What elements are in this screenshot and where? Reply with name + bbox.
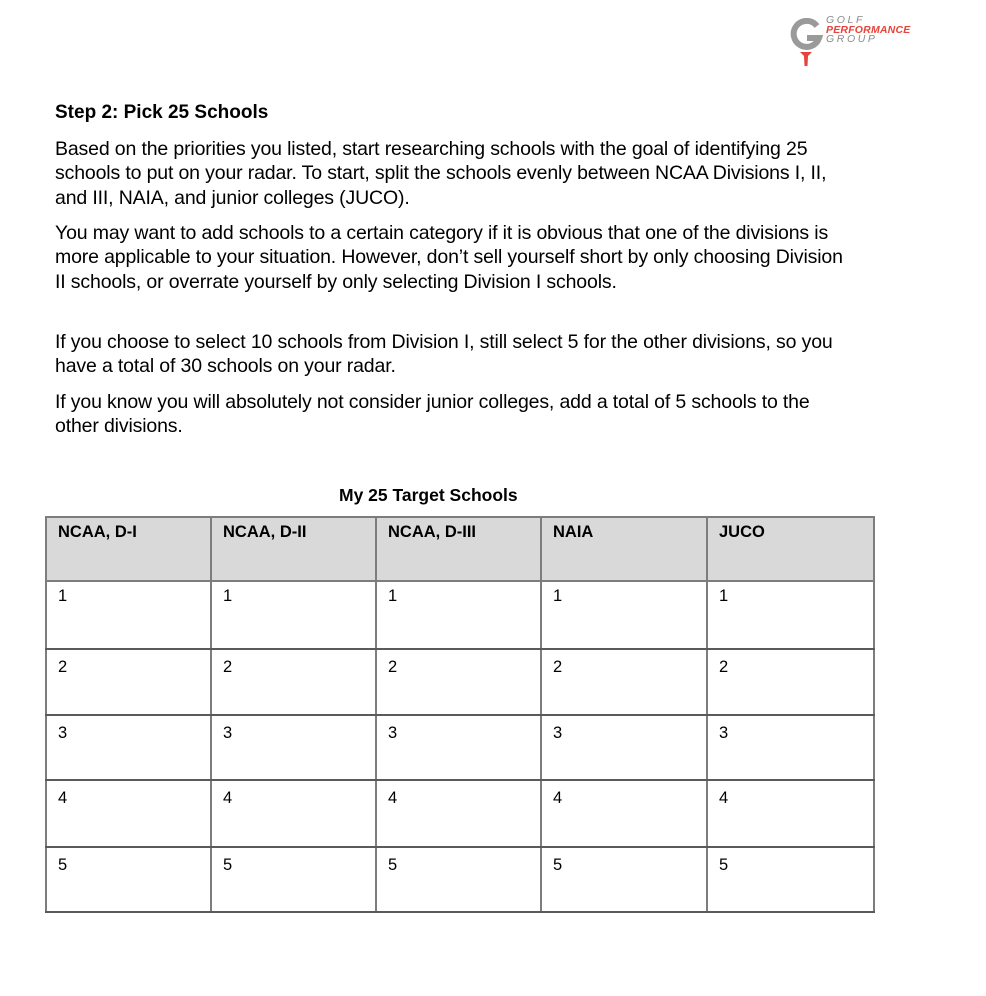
table-cell[interactable]: 4 bbox=[707, 780, 874, 847]
table-row bbox=[46, 581, 874, 649]
header-juco: JUCO bbox=[707, 517, 874, 581]
table-cell[interactable]: 2 bbox=[211, 649, 376, 715]
table-header-row bbox=[46, 517, 874, 581]
table-cell[interactable]: 1 bbox=[707, 581, 874, 649]
table-cell[interactable]: 3 bbox=[211, 715, 376, 780]
paragraph-intro: Based on the priorities you listed, start researching schools with the goal of identifying 25 schools to put on your radar. To start, split the schools evenly between NCAA Divisions I, II, and III, NAIA, and junior colleges (JUCO). bbox=[55, 138, 827, 209]
table-cell[interactable]: 4 bbox=[376, 780, 541, 847]
table-cell[interactable]: 1 bbox=[376, 581, 541, 649]
section-heading: Step 2: Pick 25 Schools bbox=[55, 102, 269, 123]
paragraph-category-advice: You may want to add schools to a certain category if it is obvious that one of the divisions is more applicable to your situation. However, don’t sell yourself short by only choosing Division II schools, or overrate yourself by only selecting Division I schools. bbox=[55, 222, 843, 293]
table-cell[interactable]: 1 bbox=[211, 581, 376, 649]
table-cell[interactable]: 1 bbox=[46, 581, 211, 649]
table-cell[interactable]: 4 bbox=[46, 780, 211, 847]
table-cell[interactable]: 2 bbox=[46, 649, 211, 715]
g-logo-icon bbox=[789, 18, 823, 52]
golf-tee-icon bbox=[798, 52, 814, 66]
paragraph-no-juco: If you know you will absolutely not consider junior colleges, add a total of 5 schools to the other divisions. bbox=[55, 391, 810, 438]
header-naia: NAIA bbox=[541, 517, 707, 581]
table-cell[interactable]: 5 bbox=[707, 847, 874, 912]
target-schools-table bbox=[45, 516, 875, 913]
table-cell[interactable]: 3 bbox=[46, 715, 211, 780]
header-ncaa-d1: NCAA, D-I bbox=[46, 517, 211, 581]
table-title: My 25 Target Schools bbox=[339, 485, 518, 505]
paragraph-division-one-extra: If you choose to select 10 schools from Division I, still select 5 for the other divisions, so you have a total of 30 schools on your radar. bbox=[55, 331, 833, 378]
table-row bbox=[46, 780, 874, 847]
table-cell[interactable]: 5 bbox=[211, 847, 376, 912]
table-cell[interactable]: 2 bbox=[707, 649, 874, 715]
table-row bbox=[46, 847, 874, 912]
table-cell[interactable]: 3 bbox=[376, 715, 541, 780]
table-cell[interactable]: 5 bbox=[46, 847, 211, 912]
table-cell[interactable]: 2 bbox=[541, 649, 707, 715]
header-ncaa-d2: NCAA, D-II bbox=[211, 517, 376, 581]
table-cell[interactable]: 4 bbox=[541, 780, 707, 847]
table-cell[interactable]: 1 bbox=[541, 581, 707, 649]
table-cell[interactable]: 5 bbox=[541, 847, 707, 912]
table-cell[interactable]: 3 bbox=[541, 715, 707, 780]
logo-wordmark: GOLF PERFORMANCE GROUP bbox=[826, 14, 911, 45]
table-cell[interactable]: 3 bbox=[707, 715, 874, 780]
table-row bbox=[46, 649, 874, 715]
table-row bbox=[46, 715, 874, 780]
header-ncaa-d3: NCAA, D-III bbox=[376, 517, 541, 581]
table-cell[interactable]: 5 bbox=[376, 847, 541, 912]
table-cell[interactable]: 2 bbox=[376, 649, 541, 715]
golf-performance-group-logo bbox=[789, 16, 929, 68]
table-cell[interactable]: 4 bbox=[211, 780, 376, 847]
